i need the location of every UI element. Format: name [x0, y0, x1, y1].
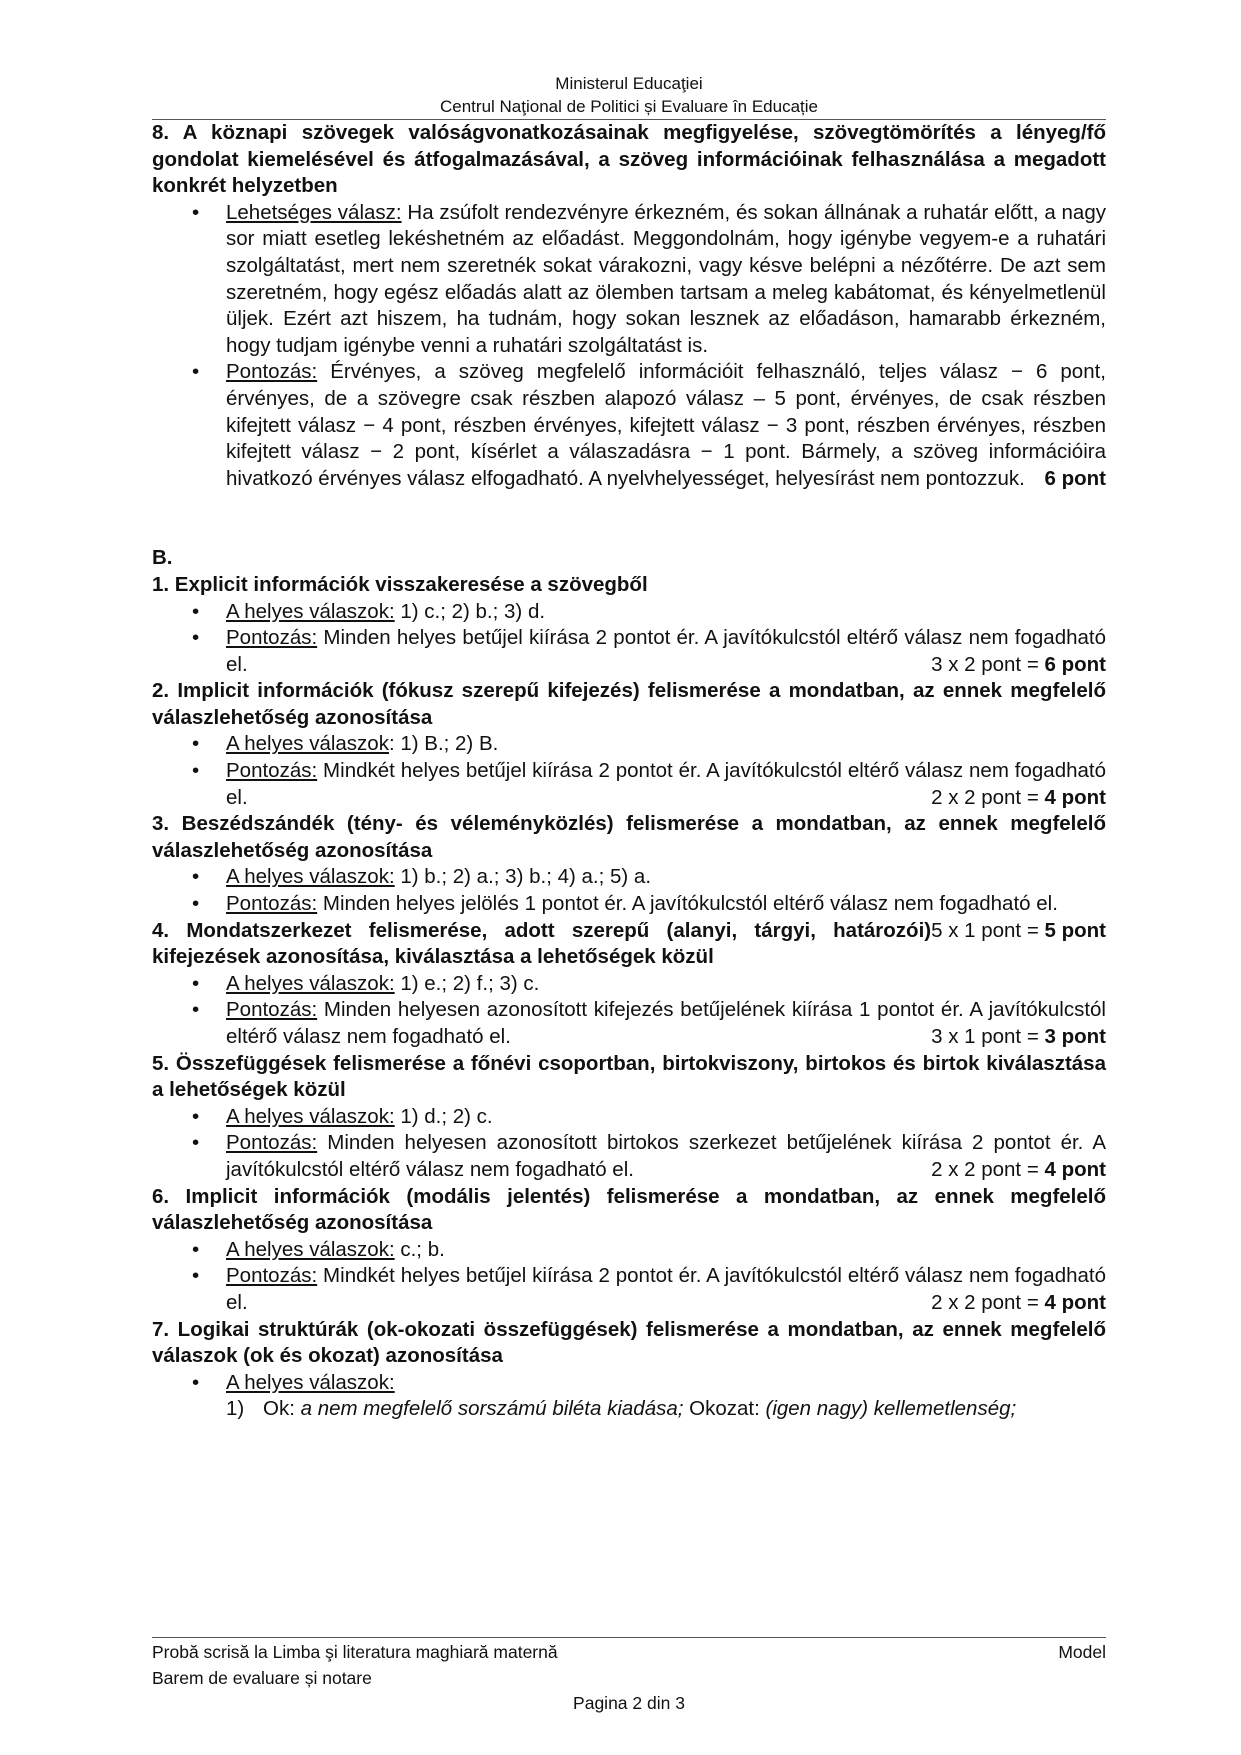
sub-number: 1) — [226, 1397, 245, 1421]
score-total: 2 x 2 pont = 4 pont — [931, 1157, 1106, 1181]
answer-text: 1) c.; 2) b.; 3) d. — [394, 599, 546, 623]
item-title: 4. Mondatszerkezet felismerése, adott szerepű (alanyi, tárgyi, határozói) kifejezések azonosítása, kiválasztása a lehetőségek közül — [152, 918, 932, 969]
bullet-icon: • — [192, 626, 200, 650]
header-ministry: Ministerul Educaţiei — [555, 74, 703, 93]
list-item — [152, 997, 1106, 1050]
list-item — [152, 1130, 1106, 1183]
scoring-label: Pontozás: — [226, 1264, 318, 1288]
part-b-label: B. — [152, 546, 173, 570]
okozat-text: (igen nagy) kellemetlenség; — [765, 1397, 1017, 1421]
answer-label: A helyes válaszok: — [226, 1104, 395, 1128]
item-title: 6. Implicit információk (modális jelentés) felismerése a mondatban, az ennek megfelelő válaszlehetőség azonosítása — [152, 1184, 1106, 1235]
list-item — [152, 599, 1106, 626]
ok-text: a nem megfelelő sorszámú biléta kiadása; — [300, 1397, 684, 1421]
list-item — [152, 1104, 1106, 1131]
list-item — [152, 971, 1106, 998]
bullet-icon: • — [192, 865, 200, 889]
item-list — [152, 1237, 1106, 1317]
bullet-icon: • — [192, 998, 200, 1022]
scoring-text: Minden helyes betűjel kiírása 2 pontot ér. A javítókulcstól eltérő válasz nem fogadható el. — [226, 626, 1106, 676]
scoring-text: Minden helyesen azonosított kifejezés betűjelének kiírása 1 pontot ér. A javítókulcstól eltérő válasz nem fogadható el. — [226, 998, 1106, 1048]
footer-model: Model — [1058, 1642, 1106, 1662]
section-8-list — [152, 200, 1106, 493]
answer-text: 1) d.; 2) c. — [394, 1104, 493, 1128]
ok-label: Ok: — [263, 1397, 301, 1421]
bullet-icon: • — [192, 971, 200, 995]
page-number: Pagina 2 din 3 — [573, 1693, 685, 1713]
answer-text: 1) e.; 2) f.; 3) c. — [394, 971, 540, 995]
list-item — [152, 891, 1106, 942]
answer-text: c.; b. — [394, 1237, 445, 1261]
scoring-label: Pontozás: — [226, 892, 318, 916]
scoring-label: Pontozás: — [226, 626, 318, 650]
footer-barem: Barem de evaluare și notare — [152, 1668, 372, 1688]
item-list — [152, 1104, 1106, 1184]
answer-sub-item — [226, 1396, 1106, 1423]
okozat-label: Okozat: — [683, 1397, 766, 1421]
bullet-icon: • — [192, 1237, 200, 1261]
item-title: 3. Beszédszándék (tény- és véleményközlés) felismerése a mondatban, az ennek megfelelő válaszlehetőség azonosítása — [152, 812, 1106, 862]
score-total: 2 x 2 pont = 4 pont — [931, 785, 1106, 809]
list-item — [152, 864, 1106, 891]
scoring-text: Mindkét helyes betűjel kiírása 2 pontot ér. A javítókulcstól eltérő válasz nem fogadható el. — [226, 1264, 1106, 1314]
item-7-list — [152, 1370, 1106, 1423]
bullet-icon: • — [192, 759, 200, 783]
item-title: 2. Implicit információk (fókusz szerepű kifejezés) felismerése a mondatban, az ennek megfelelő válaszlehetőség azonosítása — [152, 679, 1106, 729]
score-total: 3 x 2 pont = 6 pont — [931, 652, 1106, 676]
item-list — [152, 599, 1106, 679]
answer-label: A helyes válaszok: — [226, 865, 395, 889]
list-item — [152, 200, 1106, 360]
item-title: 5. Összefüggések felismerése a főnévi csoportban, birtokviszony, birtokos és birtok kiválasztása a lehetőségek közül — [152, 1051, 1106, 1102]
document-body — [152, 120, 1106, 1423]
item-list — [152, 731, 1106, 811]
answer-label: Lehetséges válasz: — [226, 200, 402, 224]
answer-label: A helyes válaszok: — [226, 1370, 395, 1394]
section-8-title: 8. A köznapi szövegek valóságvonatkozásainak megfigyelése, szövegtömörítés a lényeg/fő gondolat kiemelésével és átfogalmazásával, a szöveg információinak felhasználása a megadott konkrét helyzetben — [152, 121, 1106, 198]
item-7-title: 7. Logikai struktúrák (ok-okozati összefüggések) felismerése a mondatban, az ennek megfelelő válaszok (ok és okozat) azonosítása — [152, 1317, 1106, 1368]
scoring-label: Pontozás: — [226, 360, 318, 384]
answer-label: A helyes válaszok — [226, 732, 389, 756]
list-item — [152, 758, 1106, 811]
scoring-label: Pontozás: — [226, 759, 318, 783]
score-total: 3 x 1 pont = 3 pont — [931, 1025, 1106, 1048]
list-item — [152, 625, 1106, 678]
scoring-label: Pontozás: — [226, 1131, 318, 1155]
list-item — [152, 731, 1106, 758]
scoring-text: Érvényes, a szöveg megfelelő információit felhasználó, teljes válasz − 6 pont, érvényes, de a szövegre csak részben alapozó válasz – 5 pont, érvényes, de csak részben kifejtett válasz − 4 pont, részben érvényes, kifejtett válasz − 3 pont, részben érvényes, részben kifejtett válasz − 2 pont, kísérlet a válaszadásra − 1 pont. Bármely, a szöveg információira hivatkozó érvényes válasz elfogadható. A nyelvhelyességet, helyesírást nem pontozzuk. — [226, 360, 1106, 490]
answer-label: A helyes válaszok: — [226, 971, 395, 995]
answer-label: A helyes válaszok: — [226, 599, 395, 623]
scoring-text: Minden helyesen azonosított birtokos szerkezet betűjelének kiírása 2 pontot ér. A javítókulcstól eltérő válasz nem fogadható el. — [226, 1131, 1106, 1181]
answer-text: : 1) B.; 2) B. — [388, 732, 499, 756]
scoring-text: Mindkét helyes betűjel kiírása 2 pontot ér. A javítókulcstól eltérő válasz nem fogadható el. — [226, 759, 1106, 809]
bullet-icon: • — [192, 1104, 200, 1128]
list-item — [152, 1263, 1106, 1316]
scoring-text: Minden helyes jelölés 1 pontot ér. A javítókulcstól eltérő válasz nem fogadható el. — [317, 892, 1058, 916]
bullet-icon: • — [192, 200, 200, 224]
bullet-icon: • — [192, 360, 200, 384]
score-total: 2 x 2 pont = 4 pont — [931, 1290, 1106, 1314]
footer-rule — [152, 1637, 1106, 1638]
list-item — [152, 359, 1106, 492]
list-item — [152, 1370, 1106, 1423]
header-center: Centrul Naţional de Politici și Evaluare în Educație — [440, 97, 818, 116]
score-total: 6 pont — [1044, 466, 1106, 490]
list-item — [152, 1237, 1106, 1264]
bullet-icon: • — [192, 1370, 200, 1394]
bullet-icon: • — [192, 599, 200, 623]
scoring-label: Pontozás: — [226, 998, 318, 1022]
answer-text: 1) b.; 2) a.; 3) b.; 4) a.; 5) a. — [394, 865, 652, 889]
footer-exam: Probă scrisă la Limba şi literatura maghiară maternă — [152, 1642, 558, 1662]
item-list — [152, 864, 1106, 942]
item-title: 1. Explicit információk visszakeresése a szövegből — [152, 572, 648, 596]
bullet-icon: • — [192, 732, 200, 756]
item-list — [152, 971, 1106, 1051]
bullet-icon: • — [192, 892, 200, 916]
answer-label: A helyes válaszok: — [226, 1237, 395, 1261]
bullet-icon: • — [192, 1131, 200, 1155]
answer-text: Ha zsúfolt rendezvényre érkezném, és sokan állnának a ruhatár előtt, a nagy sor miatt esetleg lekéshetném az előadást. Meggondolnám, hogy igénybe vegyem-e a ruhatári szolgáltatást, mert nem szeretnék sokat várakozni, vagy késve belépni a nézőtérre. De azt sem szeretném, hogy egész előadás alatt az ölemben tartsam a meleg kabátomat, és kényelmetlenül üljek. Ezért azt hiszem, ha tudnám, hogy sokan lesznek az előadáson, hamarabb érkezném, hogy tudjam igénybe venni a ruhatári szolgáltatást is. — [226, 200, 1106, 357]
bullet-icon: • — [192, 1264, 200, 1288]
score-total: 5 x 1 pont = 5 pont — [931, 918, 1106, 942]
